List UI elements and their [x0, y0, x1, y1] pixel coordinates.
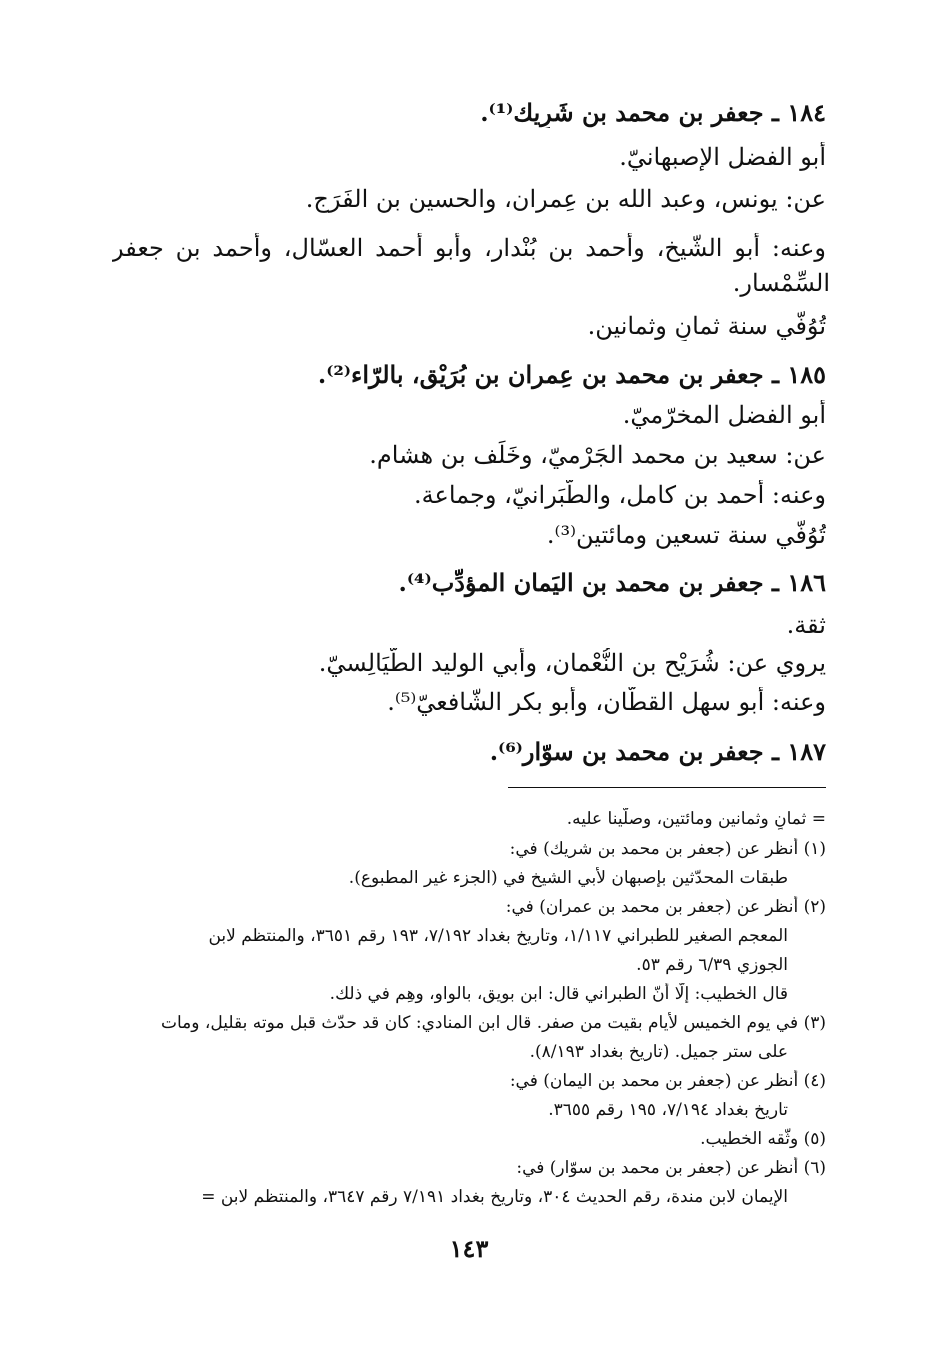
footnote-continuation: = ثمانٍ وثمانين ومائتين، وصلّينا عليه. [566, 809, 826, 829]
entry-184-students: وعنه: أبو الشّيخ، وأحمد بن بُنْدار، وأبو أحمد العسّال، وأحمد بن جعفر [112, 234, 826, 262]
entry-184-students-cont: السِّمْسار. [732, 269, 830, 297]
footnote-5: (٥) وثّقه الخطيب. [700, 1129, 826, 1149]
footnote-4-source: تاريخ بغداد ٧/١٩٤، ١٩٥ رقم ٣٦٥٥. [548, 1100, 788, 1120]
footnote-3: (٣) في يوم الخميس لأيام بقيت من صفر. قال ابن المنادي: كان قد حدّث قبل موته بقليل، ومات [160, 1013, 826, 1033]
entry-185-students: وعنه: أحمد بن كامل، والطّبَرانيّ، وجماعة. [414, 481, 826, 509]
footnote-separator [508, 787, 826, 788]
footnote-2-remark: قال الخطيب: إلّا أنّ الطبراني قال: ابن بويق، بالواو، وهِم في ذلك. [329, 984, 788, 1004]
footnote-2: (٢) أنظر عن (جعفر بن محمد بن عمران) في: [505, 897, 826, 917]
footnote-1-source: طبقات المحدّثين بإصبهان لأبي الشيخ في (الجزء غير المطبوع). [348, 868, 788, 888]
footnote-2-sources: المعجم الصغير للطبراني ١/١١٧، وتاريخ بغداد ٧/١٩٢، ١٩٣ رقم ٣٦٥١، والمنتظم لابن [208, 926, 788, 946]
entry-187-heading: ١٨٧ ـ جعفر بن محمد بن سوّار⁽⁶⁾. [489, 737, 826, 766]
entry-186-students: وعنه: أبو سهل القطّان، وأبو بكر الشّافعيّ⁽⁵⁾. [387, 688, 826, 716]
footnote-6: (٦) أنظر عن (جعفر بن محمد بن سوّار) في: [516, 1158, 826, 1178]
footnote-4: (٤) أنظر عن (جعفر بن محمد بن اليمان) في: [509, 1071, 826, 1091]
entry-185-kunya: أبو الفضل المخرّميّ. [622, 401, 826, 429]
footnote-3-cont: على ستر جميل. (تاريخ بغداد ٨/١٩٣). [529, 1042, 788, 1062]
entry-184-death: تُوُفّي سنة ثمانٍ وثمانين. [587, 312, 826, 340]
footnote-2-sources-cont: الجوزي ٦/٣٩ رقم ٥٣. [636, 955, 788, 975]
footnote-6-sources: الإيمان لابن مندة، رقم الحديث ٣٠٤، وتاريخ بغداد ٧/١٩١ رقم ٣٦٤٧، والمنتظم لابن = [201, 1187, 788, 1207]
entry-184-kunya: أبو الفضل الإصبهانيّ. [619, 143, 826, 171]
entry-186-teachers: يروي عن: شُرَيْح بن النُّعْمان، وأبي الوليد الطَّيَالِسيّ. [318, 649, 826, 677]
entry-185-heading: ١٨٥ ـ جعفر بن محمد بن عِمران بن بُرَيْق، بالرّاء⁽²⁾. [317, 360, 826, 389]
entry-185-death: تُوُفّي سنة تسعين ومائتين⁽³⁾. [546, 521, 826, 549]
entry-186-grade: ثقة. [786, 611, 826, 639]
footnote-1: (١) أنظر عن (جعفر بن محمد بن شريك) في: [509, 839, 826, 859]
entry-184-teachers: عن: يونس، وعبد الله بن عِمران، والحسين بن الفَرَج. [305, 185, 826, 213]
page-number: ١٤٣ [449, 1234, 489, 1263]
entry-184-heading: ١٨٤ ـ جعفر بن محمد بن شَرِيك⁽¹⁾. [480, 98, 826, 127]
entry-186-heading: ١٨٦ ـ جعفر بن محمد بن اليَمان المؤدِّب⁽⁴⁾. [398, 568, 826, 597]
entry-185-teachers: عن: سعيد بن محمد الجَرْميّ، وخَلَف بن هشام. [369, 441, 826, 469]
